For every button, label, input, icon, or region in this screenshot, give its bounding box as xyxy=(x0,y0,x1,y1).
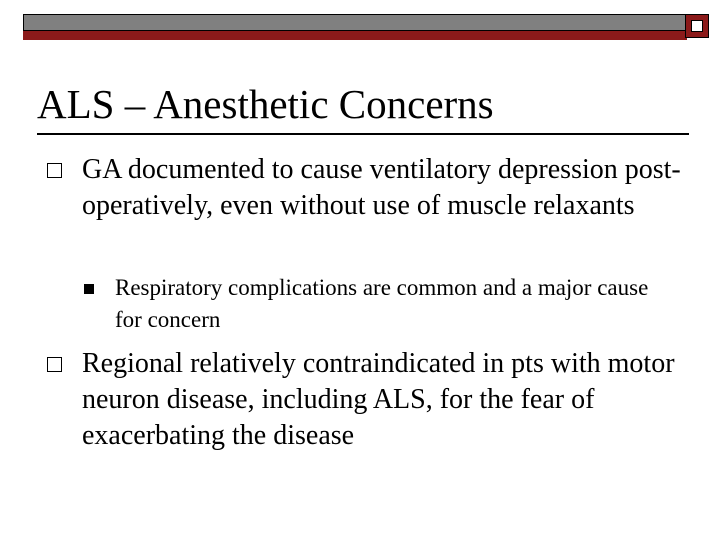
bullet-item-1 xyxy=(37,152,681,352)
slide-title: ALS – Anesthetic Concerns xyxy=(37,81,494,127)
title-underline xyxy=(37,133,689,135)
hollow-square-bullet-icon xyxy=(47,357,62,372)
sub-bullet-text-1: Respiratory complications are common and a major cause for concern xyxy=(115,275,649,332)
header-decor-corner-inner xyxy=(691,20,703,32)
bullet-text-1: GA documented to cause ventilatory depression post-operatively, even without use of muscle relaxants xyxy=(82,154,681,221)
header-decor-stripe xyxy=(23,30,687,40)
header-decor-corner-box xyxy=(685,14,709,38)
filled-square-bullet-icon xyxy=(84,284,94,294)
bullet-text-2: Regional relatively contraindicated in pts with motor neuron disease, including ALS, for the fear of exacerbating the disease xyxy=(82,348,675,451)
bullet-item-2 xyxy=(37,346,677,466)
hollow-square-bullet-icon xyxy=(47,163,62,178)
